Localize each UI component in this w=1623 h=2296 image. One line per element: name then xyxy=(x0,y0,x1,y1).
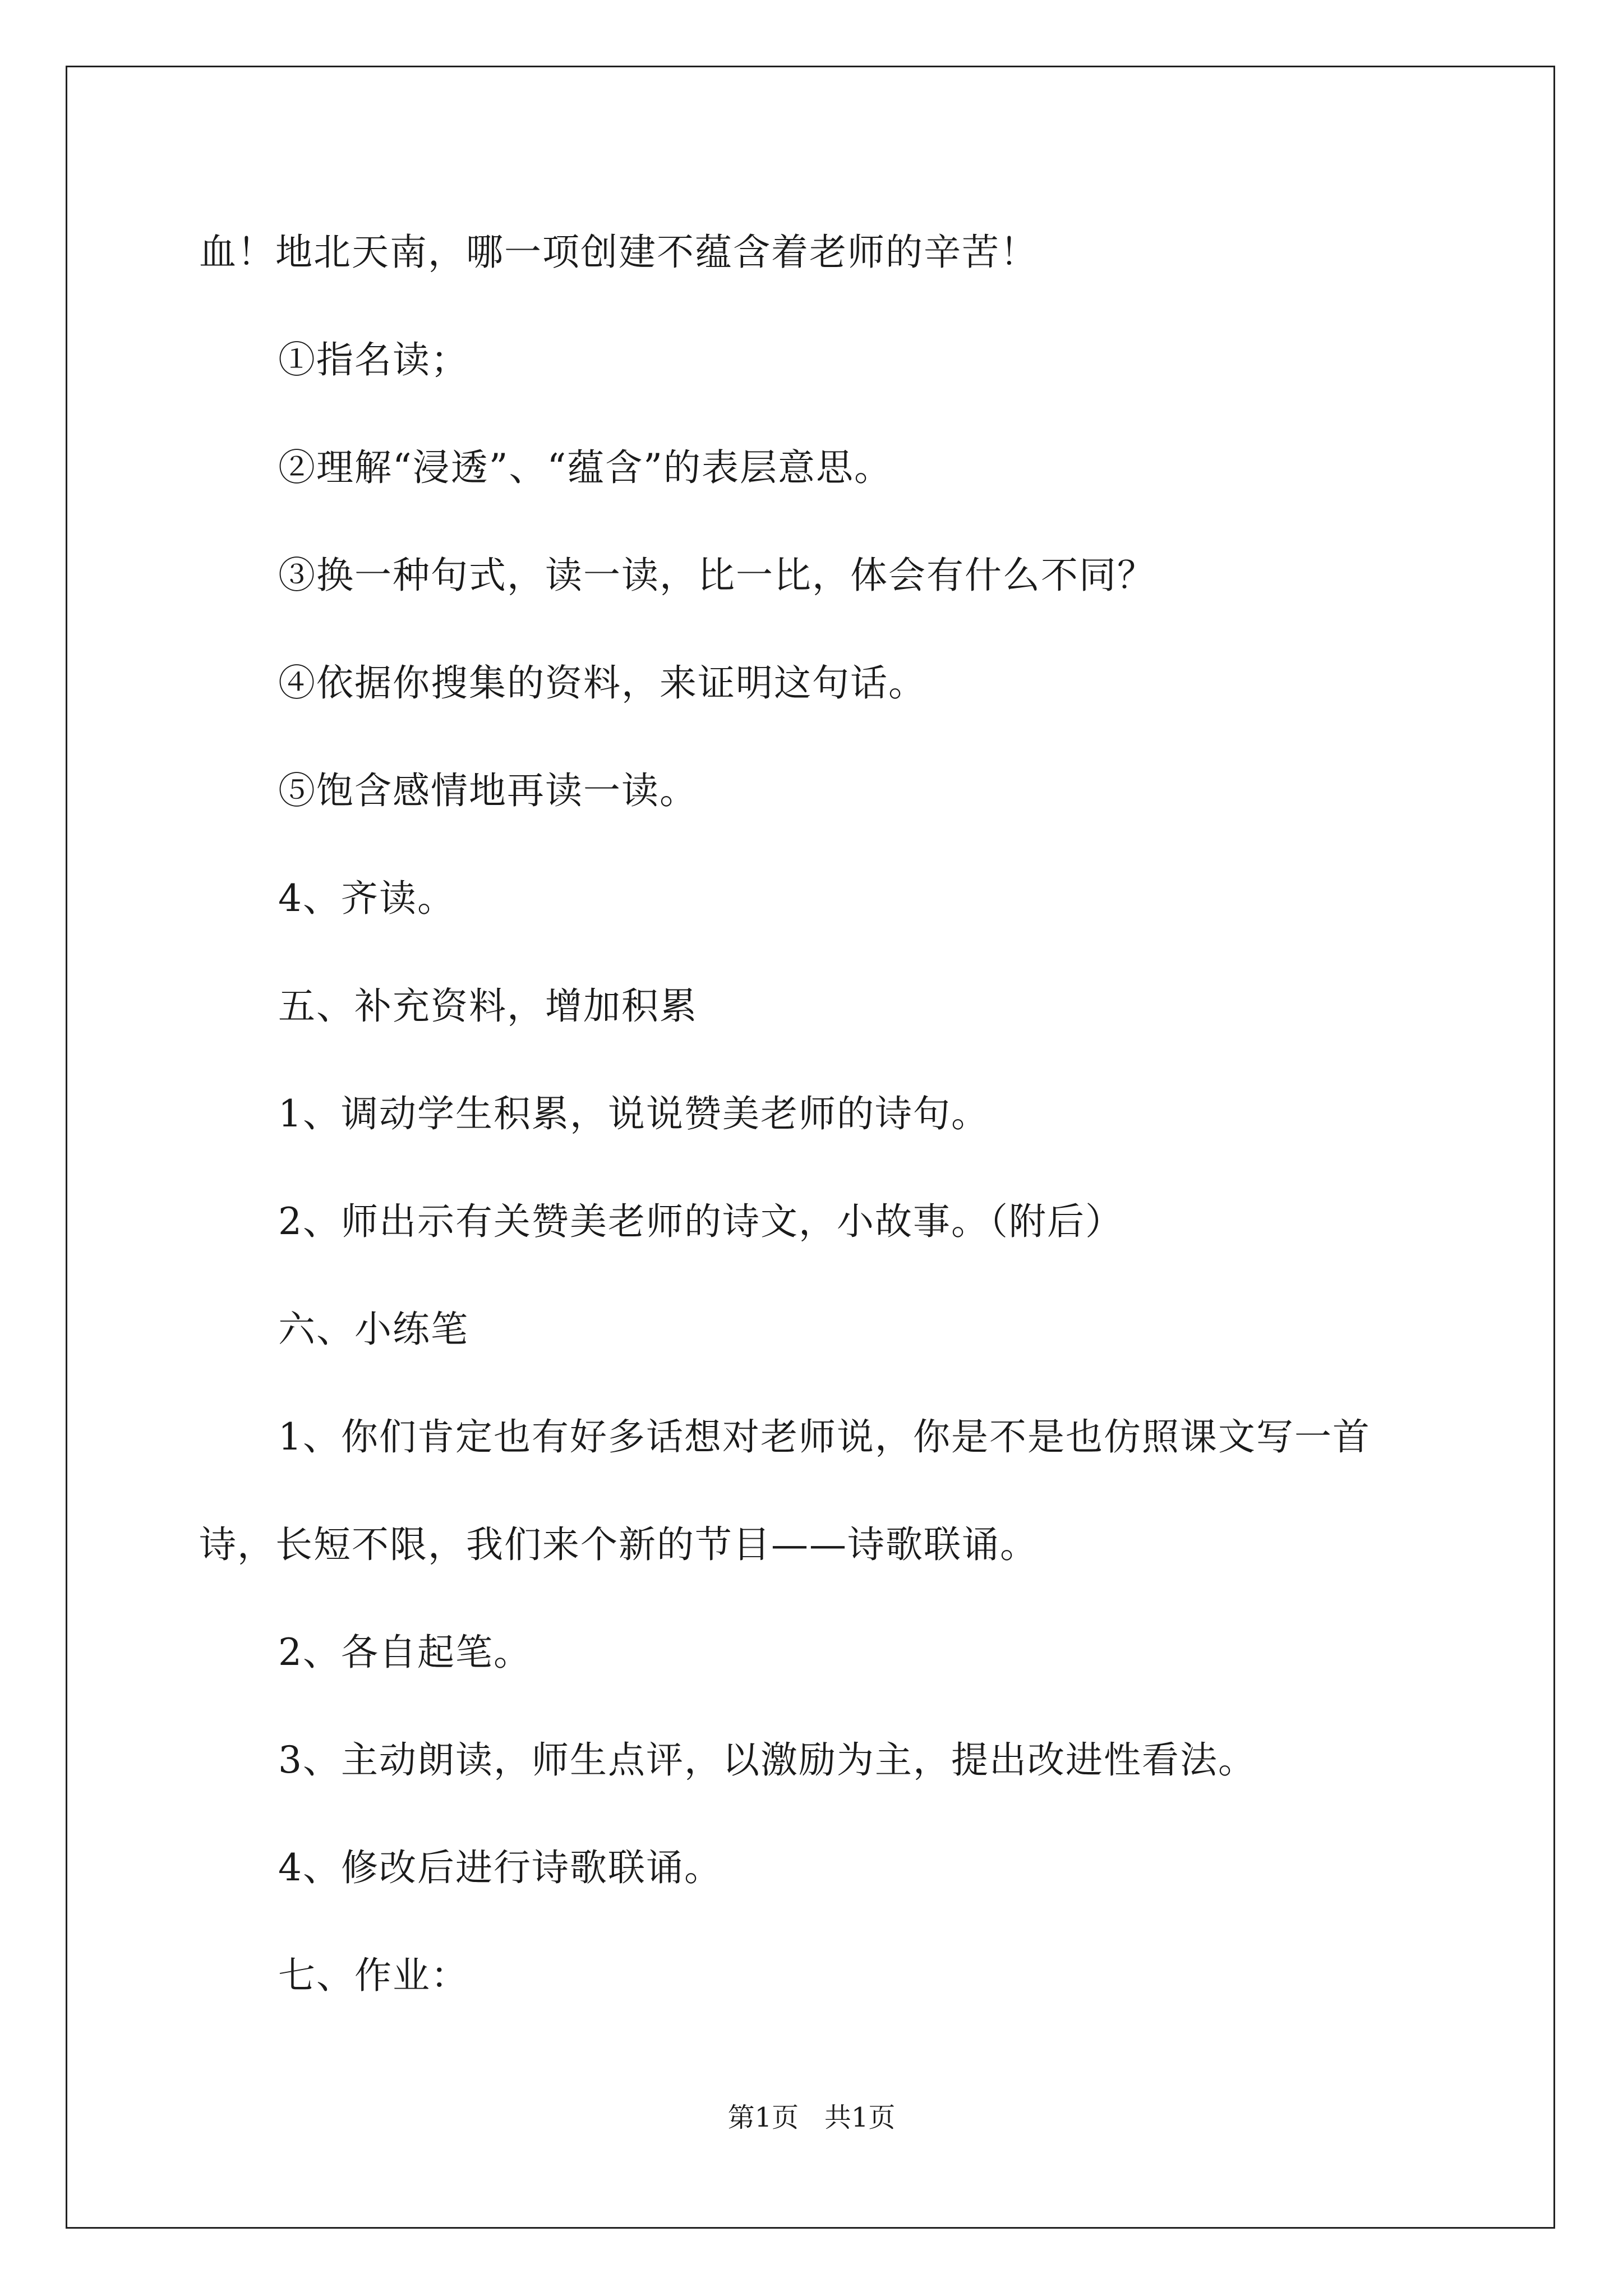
text-line: 1、你们肯定也有好多话想对老师说，你是不是也仿照课文写一首 xyxy=(278,1415,1371,1458)
section-heading: 七、作业： xyxy=(278,1954,469,1997)
section-heading: 六、小练笔 xyxy=(278,1308,469,1351)
text-line: 2、各自起笔。 xyxy=(278,1631,532,1674)
text-line: 血！地北天南，哪一项创建不蕴含着老师的辛苦！ xyxy=(199,231,1038,274)
page-number-footer: 第1页 共1页 xyxy=(727,2102,896,2133)
text-line: 3、主动朗读，师生点评，以激励为主，提出改进性看法。 xyxy=(278,1738,1256,1782)
text-line: ①指名读； xyxy=(278,338,469,381)
document-body xyxy=(199,224,1433,2055)
section-heading: 五、补充资料，增加积累 xyxy=(278,984,698,1028)
text-line: 诗，长短不限，我们来个新的节目——诗歌联诵。 xyxy=(199,1523,1038,1566)
text-line: 2、师出示有关赞美老师的诗文，小故事。（附后） xyxy=(278,1200,1123,1243)
text-line: ④依据你搜集的资料，来证明这句话。 xyxy=(278,661,926,705)
text-line: ⑤饱含感情地再读一读。 xyxy=(278,769,698,812)
text-line: 4、修改后进行诗歌联诵。 xyxy=(278,1846,722,1889)
text-line: ③换一种句式，读一读，比一比，体会有什么不同？ xyxy=(278,554,1155,597)
text-line: 4、齐读。 xyxy=(278,877,455,920)
text-line: ②理解“浸透”、“蕴含”的表层意思。 xyxy=(278,446,892,489)
text-line: 1、调动学生积累，说说赞美老师的诗句。 xyxy=(278,1092,989,1135)
